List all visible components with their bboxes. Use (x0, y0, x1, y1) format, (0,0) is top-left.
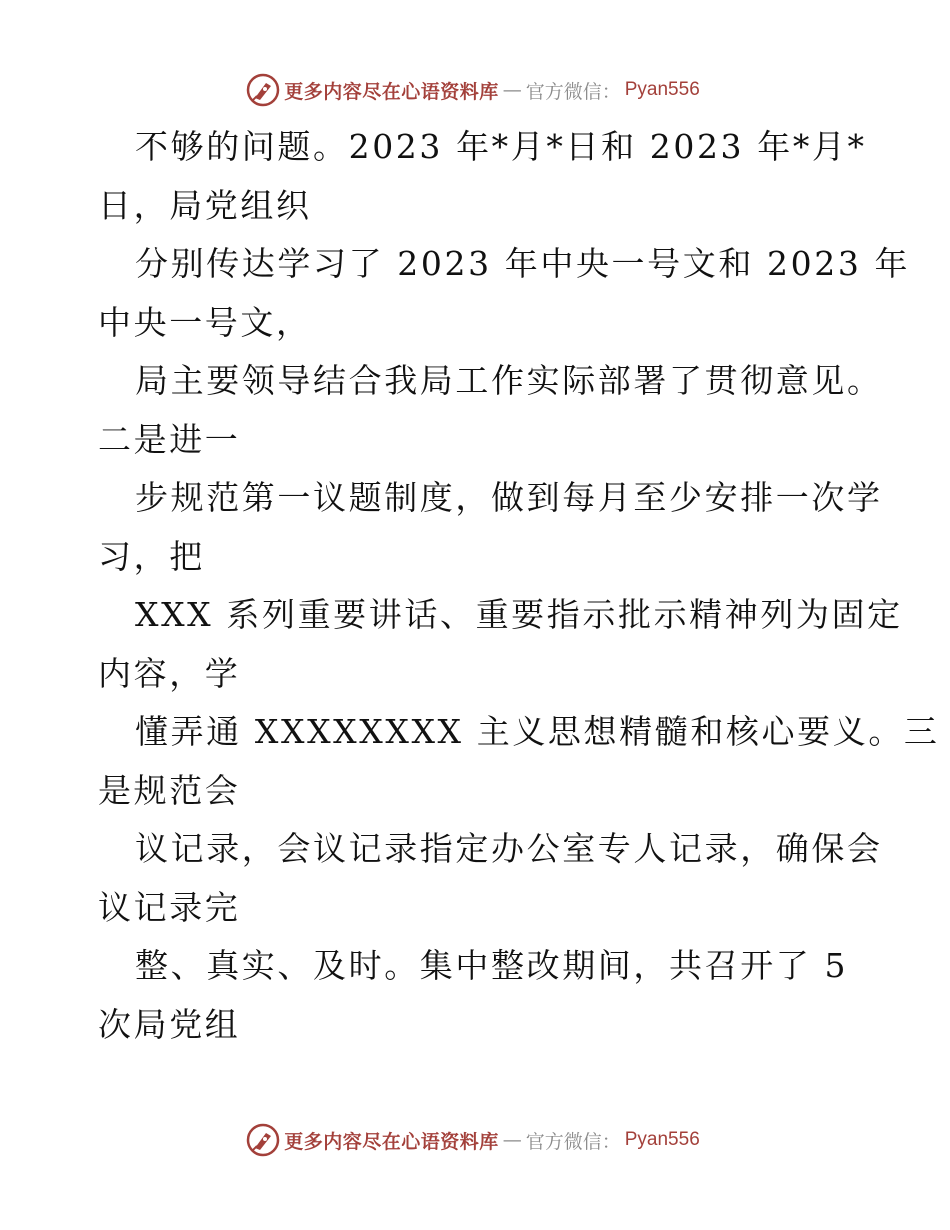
pen-nib-logo-icon (246, 73, 280, 107)
document-body (98, 118, 940, 1054)
text-line: 议记录，会议记录指定办公室专人记录，确保会 (135, 829, 883, 868)
text-line: 二是进一 (98, 419, 241, 459)
text-line: XXX 系列重要讲话、重要指示批示精神列为固定 (135, 595, 903, 634)
text-line: 中央一号文， (98, 302, 312, 342)
text-line: 习，把 (98, 536, 205, 576)
text-line: 次局党组 (98, 1004, 241, 1044)
text-line: 懂弄通 XXXXXXXX 主义思想精髓和核心要义。三 (135, 712, 940, 751)
banner-title: 更多内容尽在心语资料库 (284, 80, 499, 103)
banner-wechat-id: Pyan556 (624, 79, 700, 100)
text-line: 是规范会 (98, 770, 241, 810)
text-line: 步规范第一议题制度，做到每月至少安排一次学 (135, 478, 883, 517)
footer-banner (0, 1122, 950, 1158)
text-line: 内容，学 (98, 653, 241, 693)
banner-separator: — (502, 1129, 522, 1151)
pen-nib-logo-icon (246, 1123, 280, 1157)
banner-title: 更多内容尽在心语资料库 (284, 1130, 499, 1153)
text-line: 议记录完 (98, 887, 241, 927)
banner-wechat-id: Pyan556 (624, 1129, 700, 1150)
text-line: 整、真实、及时。集中整改期间，共召开了 5 (135, 946, 849, 985)
banner-content (246, 1123, 700, 1157)
banner-content (246, 73, 700, 107)
text-line: 局主要领导结合我局工作实际部署了贯彻意见。 (135, 361, 883, 400)
text-line: 不够的问题。2023 年*月*日和 2023 年*月* (135, 127, 867, 166)
header-banner (0, 72, 950, 108)
banner-wechat-label: 官方微信： (525, 1130, 621, 1153)
banner-separator: — (502, 79, 522, 101)
text-line: 分别传达学习了 2023 年中央一号文和 2023 年 (135, 244, 911, 283)
text-line: 日，局党组织 (98, 185, 312, 225)
banner-wechat-label: 官方微信： (525, 80, 621, 103)
